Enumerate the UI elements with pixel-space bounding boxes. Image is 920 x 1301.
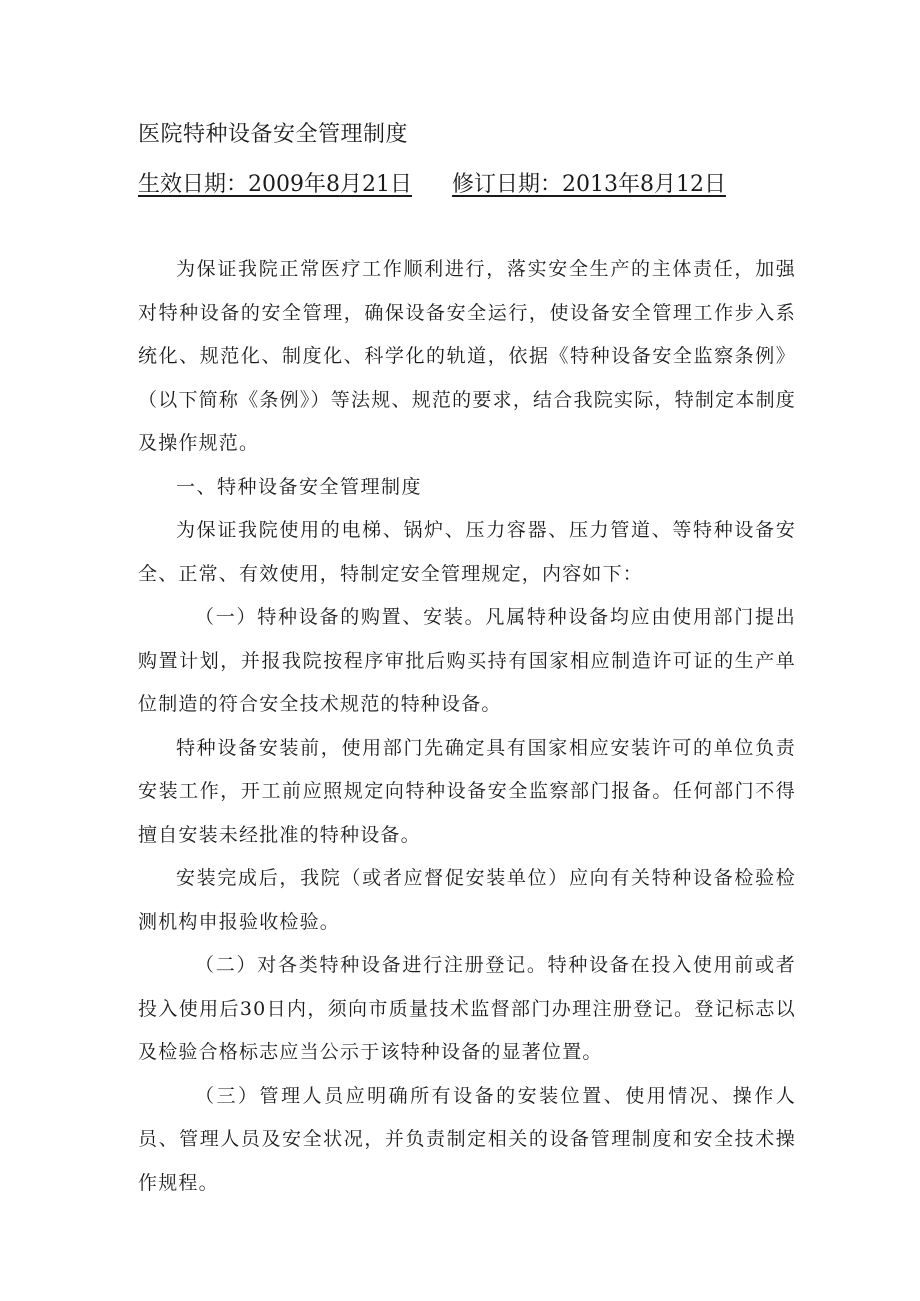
clause-registration: （二）对各类特种设备进行注册登记。特种设备在投入使用前或者投入使用后30日内，须向市质量技术监督部门办理注册登记。登记标志以及检验合格标志应当公示于该特种设备的显著位置。	[138, 954, 796, 1063]
effective-date: 生效日期：2009年8月21日	[138, 172, 412, 197]
date-line	[138, 170, 726, 200]
document-body	[138, 248, 796, 1205]
document-title: 医院特种设备安全管理制度	[138, 122, 409, 147]
section-heading: 一、特种设备安全管理制度	[176, 475, 423, 498]
revised-date: 修订日期：2013年8月12日	[451, 172, 726, 197]
clause-install-before: 特种设备安装前，使用部门先确定具有国家相应安装许可的单位负责安装工作，开工前应照规定向特种设备安全监察部门报备。任何部门不得擅自安装未经批准的特种设备。	[138, 736, 796, 846]
section-paragraph: 为保证我院使用的电梯、锅炉、压力容器、压力管道、等特种设备安全、正常、有效使用，特制定安全管理规定，内容如下：	[138, 519, 796, 585]
clause-management: （三）管理人员应明确所有设备的安装位置、使用情况、操作人员、管理人员及安全状况，并负责制定相关的设备管理制度和安全技术操作规程。	[138, 1084, 796, 1194]
clause-install-after: 安装完成后，我院（或者应督促安装单位）应向有关特种设备检验检测机构申报验收检验。	[138, 867, 796, 933]
intro-paragraph: 为保证我院正常医疗工作顺利进行，落实安全生产的主体责任，加强对特种设备的安全管理，确保设备安全运行，使设备安全管理工作步入系统化、规范化、制度化、科学化的轨道，依据《特种设备安全监察条例》（以下简称《条例》）等法规、规范的要求，结合我院实际，特制定本制度及操作规范。	[138, 258, 796, 454]
clause-purchase-install: （一）特种设备的购置、安装。凡属特种设备均应由使用部门提出购置计划，并报我院按程序审批后购买持有国家相应制造许可证的生产单位制造的符合安全技术规范的特种设备。	[138, 606, 796, 715]
